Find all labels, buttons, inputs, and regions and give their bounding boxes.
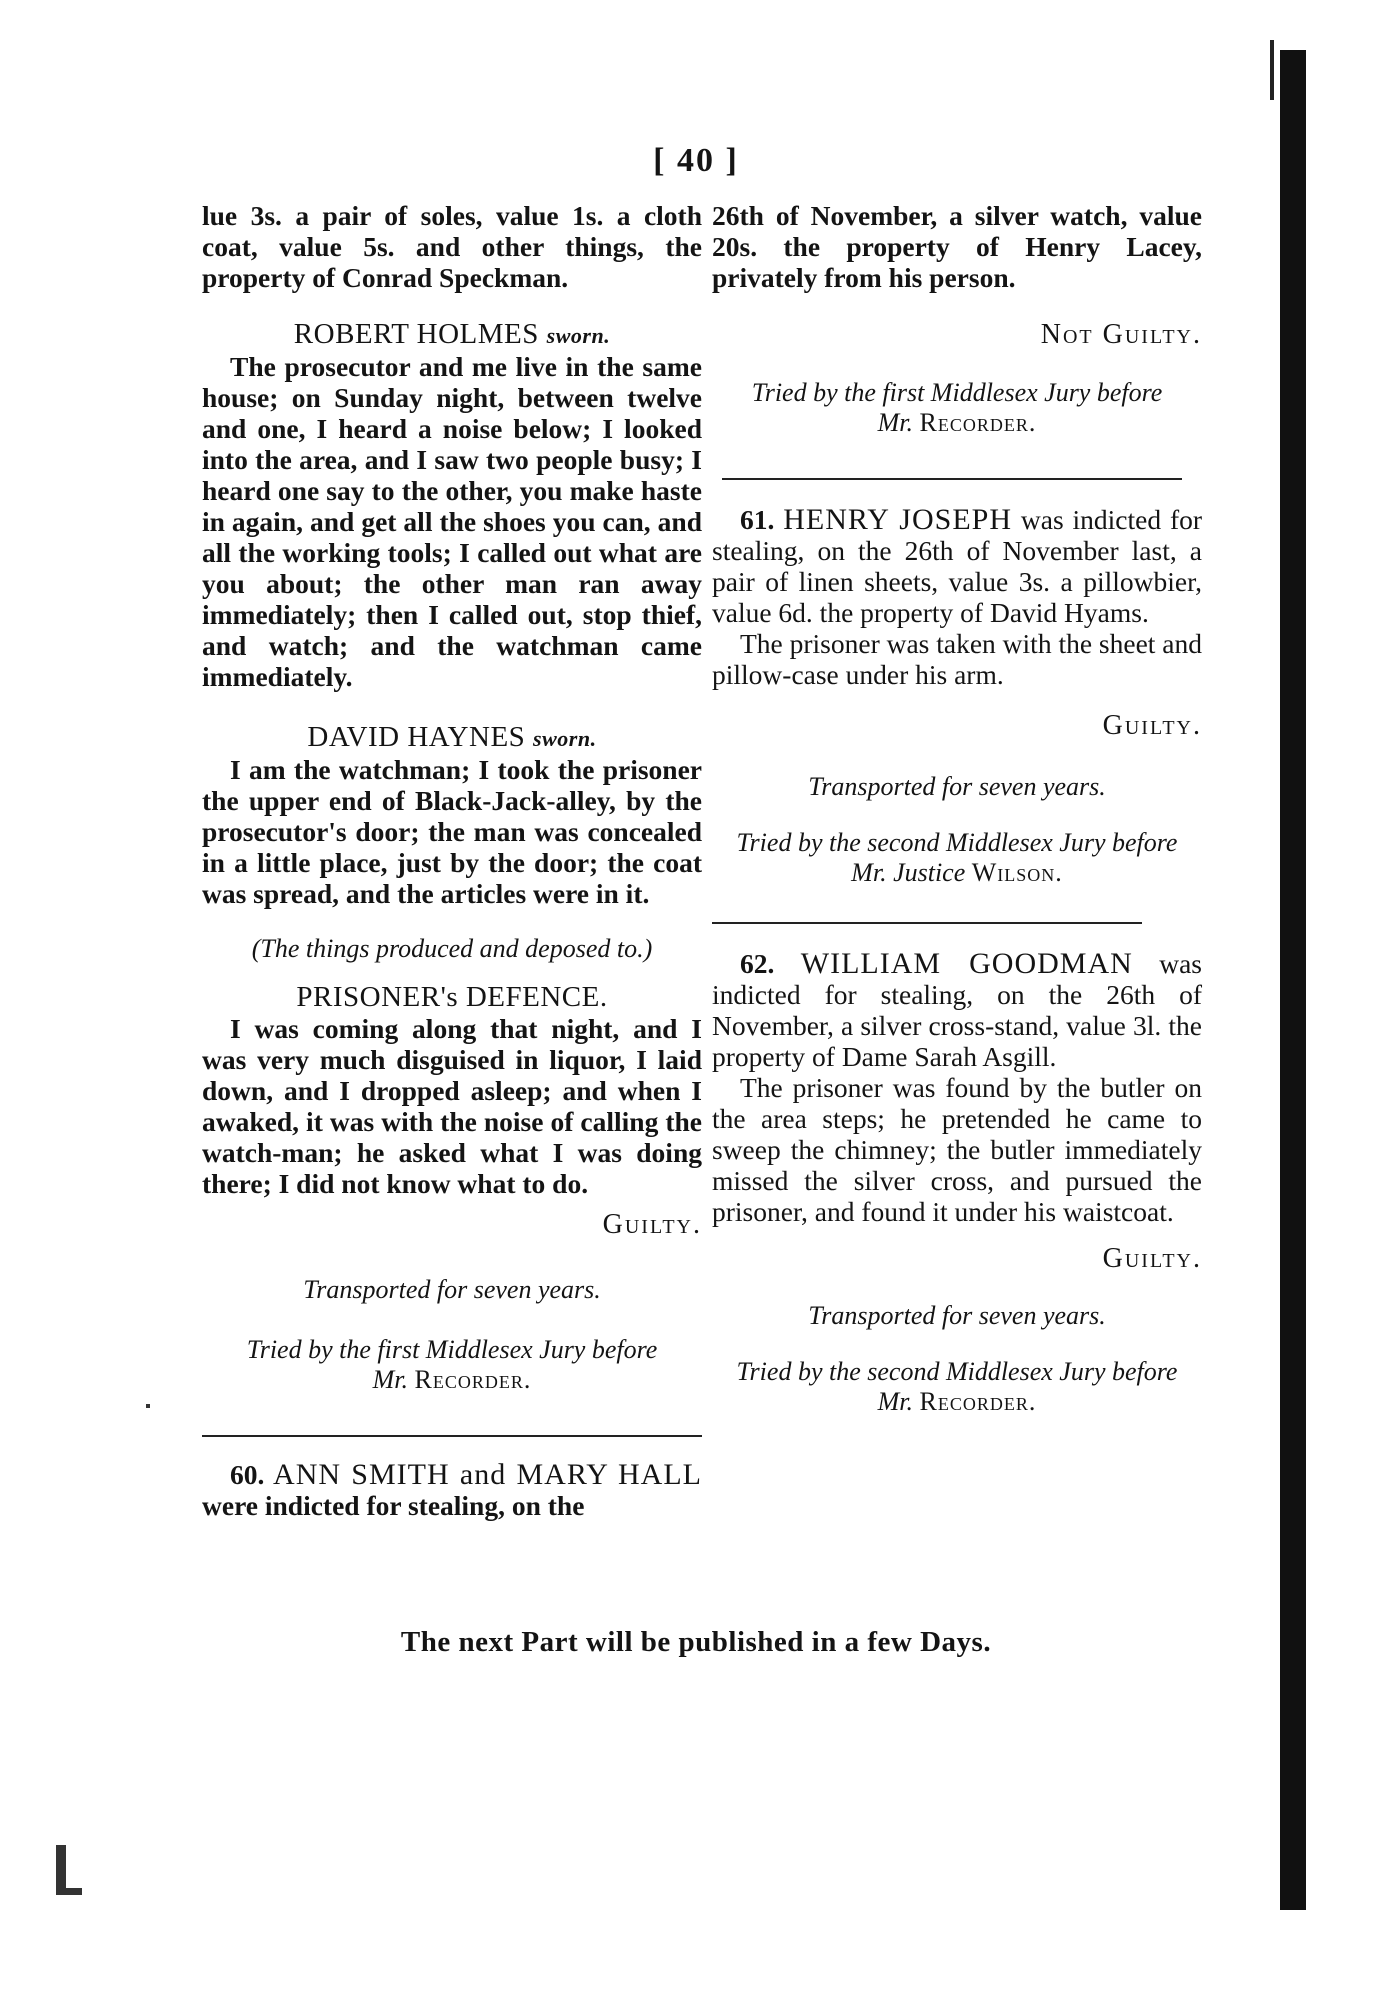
right-column: [712, 200, 1202, 1417]
scan-speck: [146, 1404, 150, 1408]
judge-name: Recorder.: [919, 1387, 1037, 1416]
sworn-label: sworn.: [533, 726, 597, 751]
produced-note: (The things produced and deposed to.): [251, 934, 653, 963]
tried-by-judge: [712, 1387, 1202, 1417]
tried-by-judge: [712, 858, 1202, 888]
judge-prefix: Mr. Justice: [851, 858, 966, 887]
defendant-name: WILLIAM GOODMAN: [800, 947, 1133, 980]
case-number: 60.: [230, 1459, 265, 1490]
case-text: were indicted for stealing, on the: [202, 1490, 585, 1521]
sentence: Transported for seven years.: [808, 772, 1106, 801]
case-number: 61.: [740, 504, 775, 535]
case-60-continued: 26th of November, a silver watch, value 20s. the property of Henry Lacey, privately from his person.: [712, 200, 1202, 293]
tried-by-line: Tried by the second Middlesex Jury before: [736, 828, 1178, 857]
defendant-names: ANN SMITH and MARY HALL: [273, 1458, 702, 1491]
sworn-label: sworn.: [546, 323, 611, 348]
tried-by-line: Tried by the second Middlesex Jury before: [736, 1357, 1178, 1386]
verdict: Guilty.: [602, 1209, 702, 1240]
sentence: Transported for seven years.: [808, 1301, 1106, 1330]
witness-heading-robert-holmes: [202, 319, 702, 351]
judge-prefix: Mr.: [877, 408, 914, 437]
witness-heading-david-haynes: [202, 722, 702, 754]
tried-by-line: Tried by the first Middlesex Jury before: [751, 378, 1163, 407]
defendant-name: HENRY JOSEPH: [783, 503, 1012, 536]
defence-heading: PRISONER's DEFENCE.: [296, 981, 608, 1013]
scan-speck: [56, 1888, 82, 1895]
tried-by-judge: [712, 408, 1202, 438]
sentence: Transported for seven years.: [303, 1275, 601, 1304]
footer-notice: The next Part will be published in a few Days.: [400, 1626, 992, 1658]
tried-by-judge: [202, 1365, 702, 1395]
judge-name: Recorder.: [919, 408, 1037, 437]
case-62-evidence: The prisoner was found by the butler on the area steps; he pretended he came to sweep the chimney; the butler immediately missed the silver cross, and pursued the prisoner, and found it under his waistcoat.: [712, 1072, 1202, 1227]
verdict: Guilty.: [1102, 1243, 1202, 1274]
case-text: was indicted for stealing, on the 26th of November last, a pair of linen sheets, value 3s. a pillowbier, value 6d. the property of David Hyams.: [712, 504, 1203, 628]
tried-by-line: Tried by the first Middlesex Jury before: [246, 1335, 658, 1364]
opening-text: lue 3s. a pair of soles, value 1s. a cloth coat, value 5s. and other things, the property of Conrad Speckman.: [202, 200, 702, 293]
case-60-intro: [202, 1459, 702, 1521]
case-number: 62.: [740, 948, 775, 979]
defence-text: I was coming along that night, and I was very much disguised in liquor, I laid down, and I dropped asleep; and when I awaked, it was with the noise of calling the watch-man; he asked what I was doing there; I did not know what to do.: [202, 1013, 702, 1199]
left-column: [202, 200, 702, 1521]
case-text: was indicted for stealing, on the 26th of November, a silver cross-stand, value 3l. the property of Dame Sarah Asgill.: [712, 948, 1202, 1072]
judge-name: Wilson.: [971, 858, 1063, 887]
verdict: Not Guilty.: [1040, 319, 1202, 350]
witness-name: ROBERT HOLMES: [293, 318, 539, 350]
judge-prefix: Mr.: [877, 1387, 914, 1416]
case-61-evidence: The prisoner was taken with the sheet and pillow-case under his arm.: [712, 628, 1203, 690]
testimony-david-haynes: I am the watchman; I took the prisoner the upper end of Black-Jack-alley, by the prosecutor's door; the man was concealed in a little place, just by the door; the coat was spread, and the articles were in it.: [202, 754, 702, 909]
case-62-intro: [712, 948, 1202, 1072]
verdict: Guilty.: [1102, 710, 1202, 741]
witness-name: DAVID HAYNES: [307, 721, 526, 753]
scan-edge-mark: [1270, 40, 1274, 100]
testimony-robert-holmes: The prosecutor and me live in the same house; on Sunday night, between twelve and one, I heard a noise below; I looked into the area, and I saw two people busy; I heard one say to the other, you make haste in again, and get all the shoes you can, and all the working tools; I called out what are you about; the other man ran away immediately; then I called out, stop thief, and watch; and the watchman came immediately.: [202, 351, 702, 692]
case-61-intro: [712, 504, 1202, 628]
judge-name: Recorder.: [414, 1365, 532, 1394]
page-number: [ 40 ]: [653, 142, 739, 179]
judge-prefix: Mr.: [372, 1365, 409, 1394]
